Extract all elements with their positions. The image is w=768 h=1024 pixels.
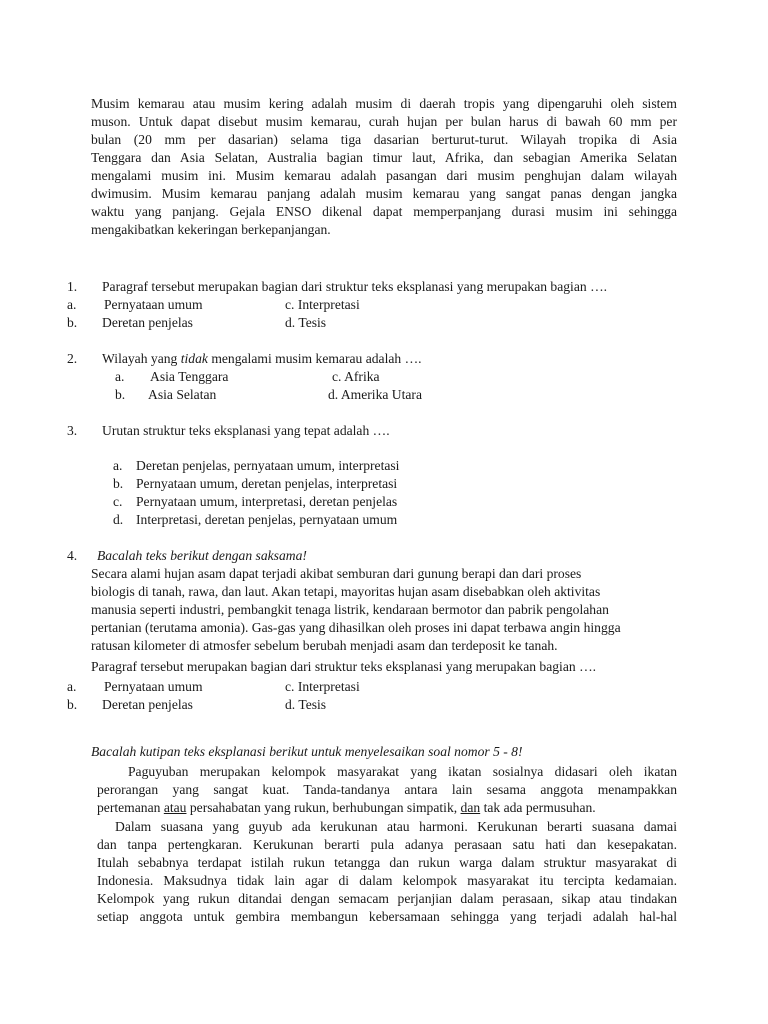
option-b: Pernyataan umum, deretan penjelas, interpretasi — [136, 476, 398, 491]
text-line: bulan (20 mm per dasarian) selama tiga dasarian berturut-turut. Wilayah tropika di Asia — [91, 132, 677, 147]
text-line: mengakibatkan kekeringan berkepanjangan. — [91, 222, 331, 237]
option-d: d. Amerika Utara — [328, 387, 422, 402]
question-text: Wilayah yang tidak mengalami musim kemarau adalah …. — [102, 351, 422, 366]
question-text: Paragraf tersebut merupakan bagian dari struktur teks eksplanasi yang merupakan bagian …. — [91, 659, 597, 674]
text-line: muson. Untuk dapat disebut musim kemarau, curah hujan per bulan harus di bawah 60 mm per — [91, 114, 677, 129]
option-letter: d. — [113, 512, 124, 527]
text-line: mengalami musim ini. Musim kemarau adalah pasangan dari musim penghujan dalam wilayah — [91, 168, 677, 183]
option-a: Asia Tenggara — [150, 369, 229, 384]
option-b: Asia Selatan — [148, 387, 217, 402]
passage-line: Dalam suasana yang guyub ada kerukunan atau harmoni. Kerukunan berarti suasana damai — [115, 819, 677, 834]
option-letter: b. — [67, 315, 78, 330]
question-number: 2. — [67, 351, 78, 366]
passage-line: Kelompok yang rukun ditandai dengan semacam perjanjian dalam perasaan, sikap atau tindakan — [97, 891, 677, 906]
option-letter: a. — [67, 679, 77, 694]
option-letter: a. — [67, 297, 77, 312]
option-letter: a. — [115, 369, 125, 384]
passage-line: setiap anggota untuk gembira membangun kebersamaan sehingga yang terjadi adalah hal-hal — [97, 909, 677, 924]
option-d: d. Tesis — [285, 697, 327, 712]
question-text: Urutan struktur teks eksplanasi yang tepat adalah …. — [102, 423, 390, 438]
passage-line: biologis di tanah, rawa, dan laut. Akan tetapi, mayoritas hujan asam disebabkan oleh aktivitas — [91, 584, 601, 599]
passage-line: pertemanan atau persahabatan yang rukun, berhubungan simpatik, dan tak ada permusuhan. — [97, 800, 596, 815]
option-b: Deretan penjelas — [102, 697, 193, 712]
question-text: Paragraf tersebut merupakan bagian dari struktur teks eksplanasi yang merupakan bagian …. — [102, 279, 608, 294]
passage-line: ratusan kilometer di atmosfer sebelum berubah menjadi asam dan terdeposit ke tanah. — [91, 638, 558, 653]
text-line: dwimusim. Musim kemarau panjang adalah musim kemarau yang sangat panas dengan jangka — [91, 186, 677, 201]
question-number: 3. — [67, 423, 78, 438]
option-b: Deretan penjelas — [102, 315, 193, 330]
option-a: Deretan penjelas, pernyataan umum, interpretasi — [136, 458, 400, 473]
passage-line: perorangan yang sangat kuat. Tanda-tandanya antara lain sesama anggota menampakkan — [97, 782, 677, 797]
passage-line: pertanian (terutama amonia). Gas-gas yang dihasilkan oleh proses ini dapat terbawa angin hingga — [91, 620, 621, 635]
option-d: d. Tesis — [285, 315, 327, 330]
text-line: Tenggara dan Asia Selatan, Australia bagian timur laut, Afrika, dan sebagian Amerika Selatan — [91, 150, 677, 165]
option-letter: b. — [115, 387, 126, 402]
option-letter: c. — [113, 494, 123, 509]
question-number: 4. — [67, 548, 78, 563]
passage-line: dan tanpa pertengkaran. Kerukunan berarti pula adanya perasaan satu hati dan kesepakatan. — [97, 837, 677, 852]
option-c: c. Interpretasi — [285, 297, 360, 312]
option-a: Pernyataan umum — [104, 297, 203, 312]
text-line: Musim kemarau atau musim kering adalah musim di daerah tropis yang dipengaruhi oleh sistem — [91, 96, 677, 111]
passage-line: Paguyuban merupakan kelompok masyarakat yang ikatan sosialnya didasari oleh ikatan — [128, 764, 677, 779]
option-letter: b. — [113, 476, 124, 491]
passage-line: manusia seperti industri, pembangkit tenaga listrik, kendaraan bermotor dan pabrik pengolahan — [91, 602, 609, 617]
option-d: Interpretasi, deretan penjelas, pernyataan umum — [136, 512, 398, 527]
passage-line: Secara alami hujan asam dapat terjadi akibat semburan dari gunung berapi dan dari proses — [91, 566, 582, 581]
option-c: c. Interpretasi — [285, 679, 360, 694]
passage-line: Indonesia. Maksudnya tidak lain agar di dalam kelompok masyarakat itu tercipta kedamaian. — [97, 873, 677, 888]
option-a: Pernyataan umum — [104, 679, 203, 694]
option-letter: a. — [113, 458, 123, 473]
question-number: 1. — [67, 279, 78, 294]
option-letter: b. — [67, 697, 78, 712]
option-c: c. Afrika — [332, 369, 380, 384]
section-instruction: Bacalah kutipan teks eksplanasi berikut untuk menyelesaikan soal nomor 5 - 8! — [91, 744, 523, 759]
passage-line: Itulah sebabnya terdapat istilah rukun tetangga dan rukun warga dalam struktur masyarakat di — [97, 855, 677, 870]
question-instruction: Bacalah teks berikut dengan saksama! — [97, 548, 307, 563]
text-line: waktu yang panjang. Gejala ENSO dikenal dapat memperpanjang durasi musim ini sehingga — [91, 204, 677, 219]
option-c: Pernyataan umum, interpretasi, deretan penjelas — [136, 494, 398, 509]
